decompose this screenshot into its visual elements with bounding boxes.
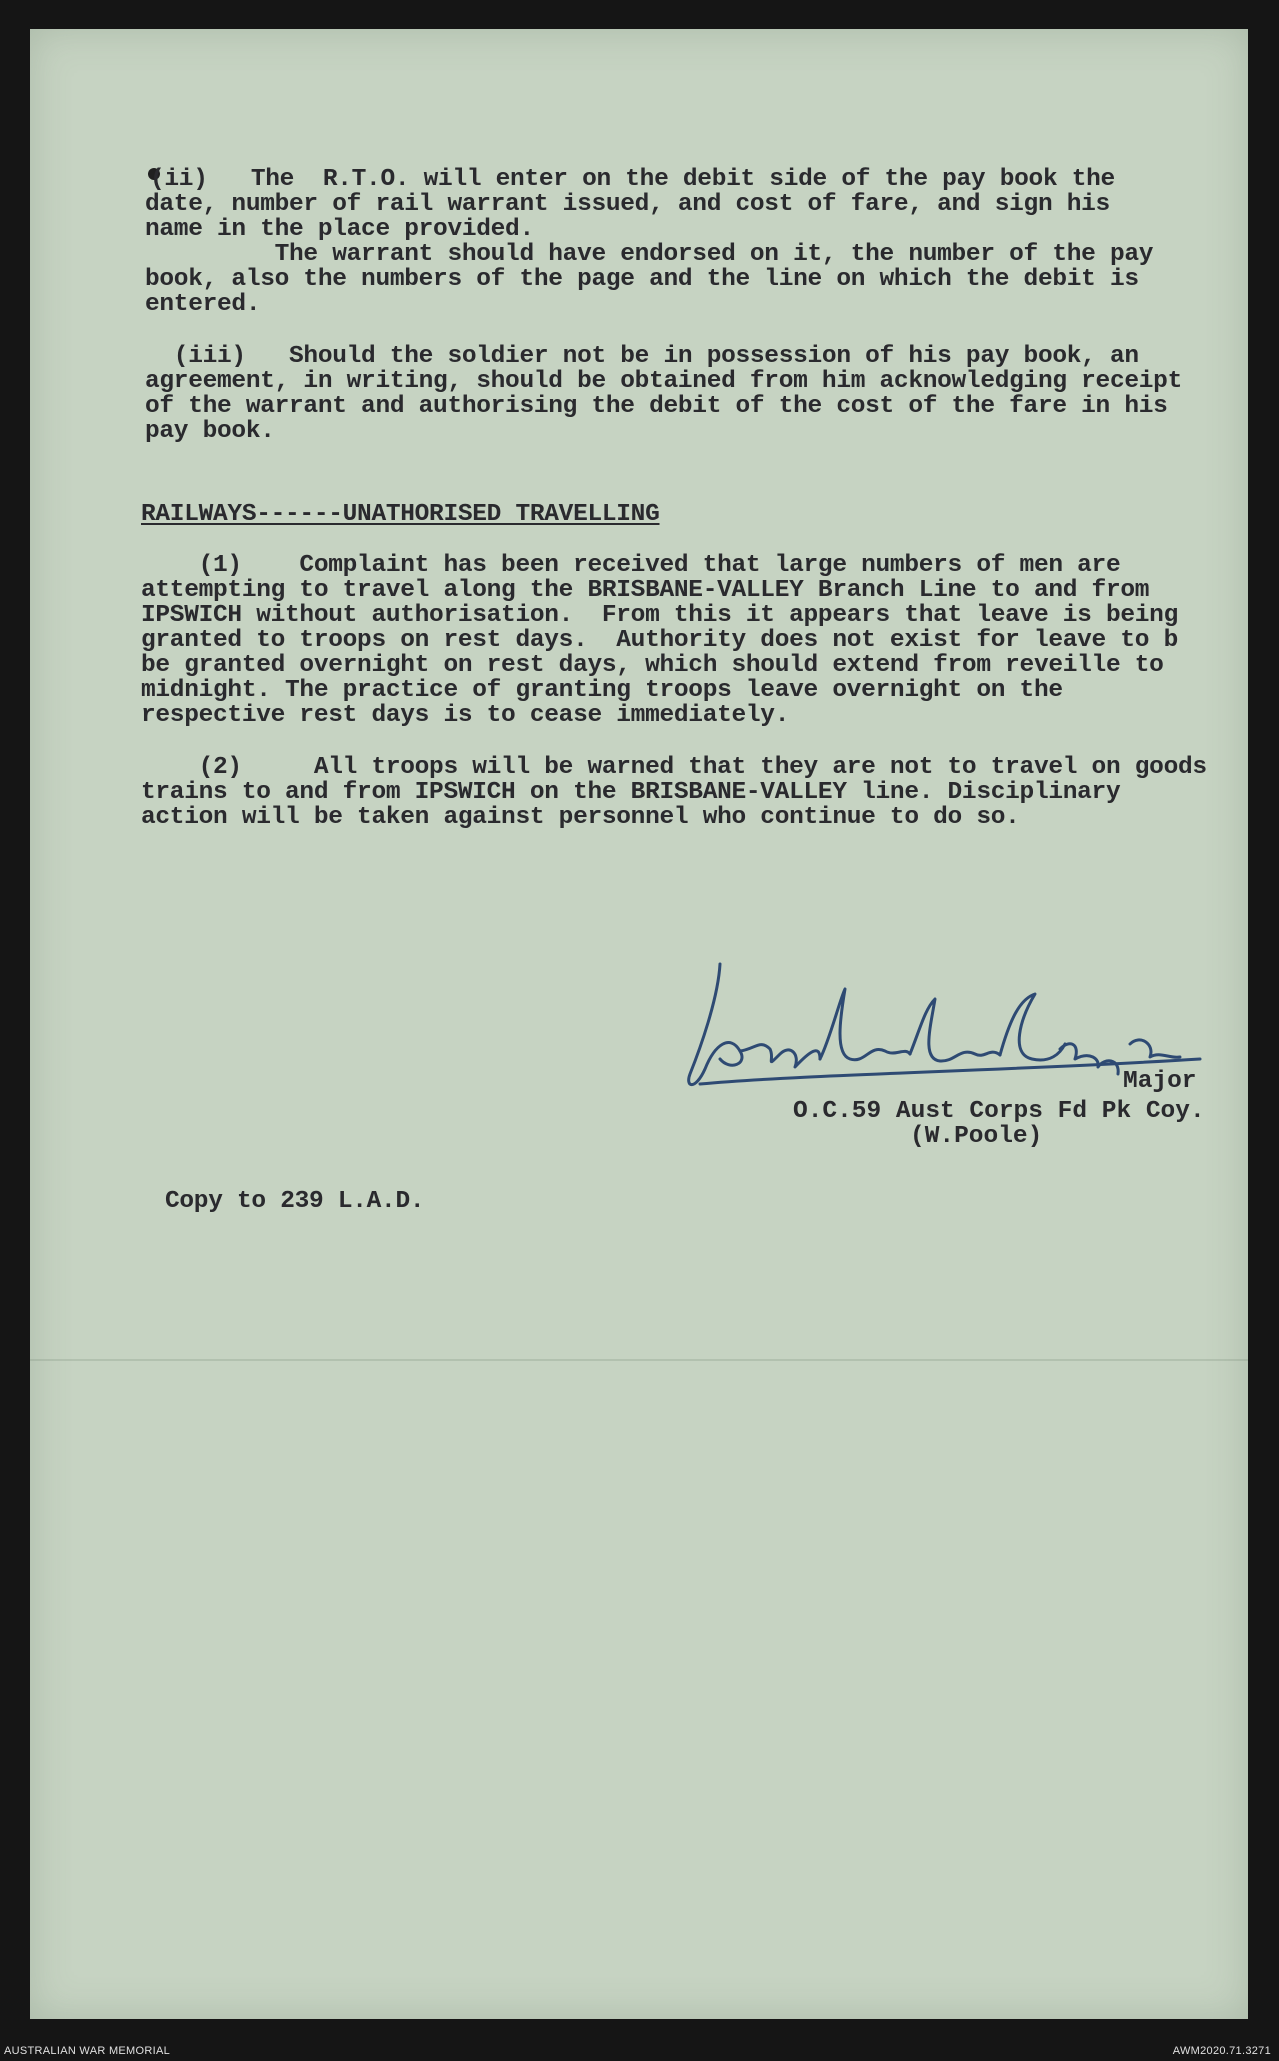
text-line: respective rest days is to cease immediately. [141, 702, 790, 729]
text-line: The warrant should have endorsed on it, the number of the pay [145, 241, 1154, 268]
text-line: (1) Complaint has been received that large numbers of men are [141, 552, 1121, 579]
text-line: midnight. The practice of granting troops leave overnight on the [141, 677, 1063, 704]
section-heading: RAILWAYS------UNATHORISED TRAVELLING [141, 501, 660, 528]
text-line: of the warrant and authorising the debit of the cost of the fare in his [145, 393, 1168, 420]
text-line: (2) All troops will be warned that they are not to travel on goods [141, 754, 1207, 781]
signatory-unit: O.C.59 Aust Corps Fd Pk Coy. [793, 1097, 1205, 1125]
text-line: action will be taken against personnel who continue to do so. [141, 804, 1020, 831]
text-line: attempting to travel along the BRISBANE-VALLEY Branch Line to and from [141, 577, 1150, 604]
text-line: agreement, in writing, should be obtained from him acknowledging receipt [145, 368, 1182, 395]
text-line: book, also the numbers of the page and the line on which the debit is [145, 266, 1139, 293]
signatory-name: (W.Poole) [910, 1122, 1043, 1150]
fold-line [30, 1359, 1248, 1361]
text-line: name in the place provided. [145, 216, 534, 243]
text-line: be granted overnight on rest days, which should extend from reveille to [141, 652, 1164, 679]
signatory-rank: Major [1123, 1067, 1197, 1095]
text-line: granted to troops on rest days. Authority does not exist for leave to b [141, 627, 1178, 654]
document-page [30, 29, 1248, 2019]
handwritten-signature [660, 959, 1260, 1119]
text-line: entered. [145, 291, 261, 318]
text-line: (ii) The R.T.O. will enter on the debit side of the pay book the [150, 166, 1115, 193]
text-line: IPSWICH without authorisation. From this it appears that leave is being [141, 602, 1178, 629]
text-line: date, number of rail warrant issued, and cost of fare, and sign his [145, 191, 1110, 218]
text-line: trains to and from IPSWICH on the BRISBANE-VALLEY line. Disciplinary [141, 779, 1121, 806]
text-line: pay book. [145, 418, 275, 445]
archive-reference: AWM2020.71.3271 [1172, 2045, 1271, 2057]
text-line: (iii) Should the soldier not be in possession of his pay book, an [145, 343, 1139, 370]
copy-to-line: Copy to 239 L.A.D. [165, 1188, 425, 1215]
archive-credit: AUSTRALIAN WAR MEMORIAL [4, 2045, 171, 2057]
